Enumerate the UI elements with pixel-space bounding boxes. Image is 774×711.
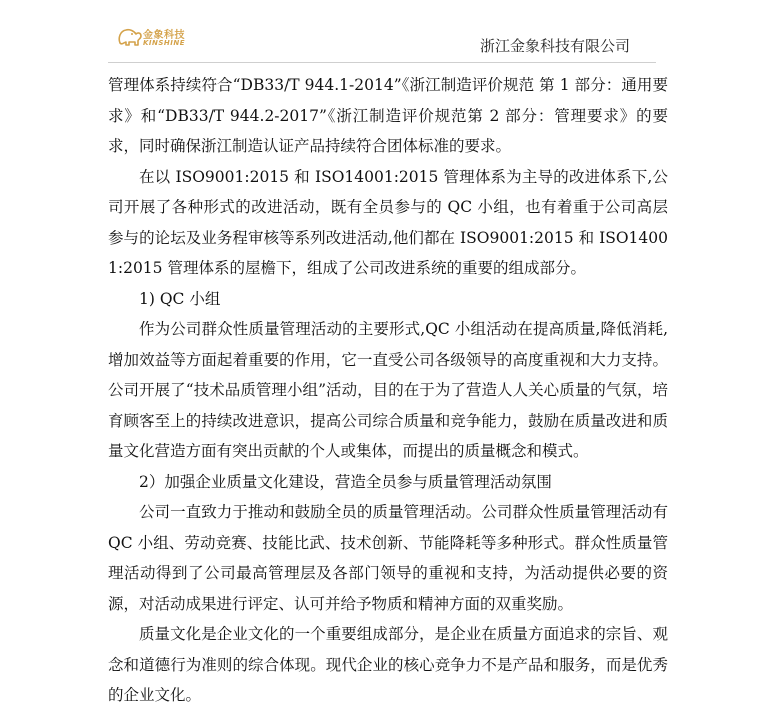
paragraph-qc-group: 作为公司群众性质量管理活动的主要形式,QC 小组活动在提高质量,降低消耗,增加效益等方面起着重要的作用，它一直受公司各级领导的高度重视和大力支持。公司开展了“技术品质管理小组”活动，目的在于为了营造人人关心质量的气氛，培育顾客至上的持续改进意识，提高公司综合质量和竞争能力，鼓励在质量改进和质量文化营造方面有突出贡献的个人或集体，而提出的质量概念和模式。	[108, 320, 668, 460]
header-divider	[108, 62, 656, 63]
section-heading-qc-group: 1) QC 小组	[139, 289, 221, 308]
paragraph-improvement-system: 在以 ISO9001:2015 和 ISO14001:2015 管理体系为主导的改进体系下,公司开展了各种形式的改进活动，既有全员参与的 QC 小组，也有着重于公司高层参与的论坛及业务程审核等系列改进活动,他们都在 ISO9001:2015 和 ISO14001:2015 管理体系的屋檐下，组成了公司改进系统的重要的组成部分。	[108, 167, 668, 277]
logo-text-cn: 金象科技	[143, 30, 185, 41]
paragraph-standards: 管理体系持续符合“DB33/T 944.1-2014”《浙江制造评价规范 第 1 部分：通用要求》和“DB33/T 944.2-2017”《浙江制造评价规范第 2 部分：管理要求》的要求，同时确保浙江制造认证产品持续符合团体标准的要求。	[108, 76, 668, 155]
paragraph-quality-culture: 质量文化是企业文化的一个重要组成部分，是企业在质量方面追求的宗旨、观念和道德行为准则的综合体现。现代企业的核心竞争力不是产品和服务，而是优秀的企业文化。	[108, 625, 668, 704]
company-logo	[117, 26, 217, 56]
section-heading-quality-culture: 2）加强企业质量文化建设，营造全员参与质量管理活动氛围	[139, 472, 552, 491]
paragraph-mass-quality-activities: 公司一直致力于推动和鼓励全员的质量管理活动。公司群众性质量管理活动有 QC 小组、劳动竞赛、技能比武、技术创新、节能降耗等多种形式。群众性质量管理活动得到了公司最高管理层及各部门领导的重视和支持，为活动提供必要的资源，对活动成果进行评定、认可并给予物质和精神方面的双重奖励。	[108, 503, 668, 613]
logo-text-en: KINSHINE	[143, 39, 186, 47]
elephant-logo-icon	[117, 26, 143, 48]
document-body	[108, 70, 668, 711]
page-header	[0, 0, 774, 64]
company-name: 浙江金象科技有限公司	[479, 37, 630, 55]
